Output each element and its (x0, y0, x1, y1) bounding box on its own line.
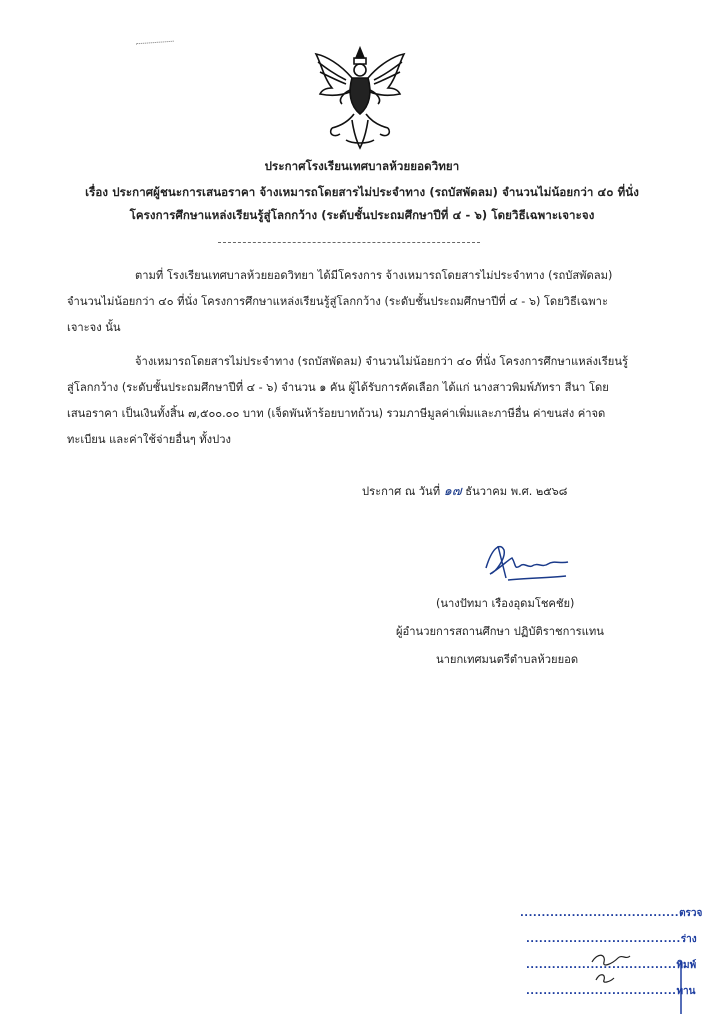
garuda-emblem-icon (312, 44, 408, 152)
date-suffix: ธันวาคม พ.ศ. ๒๕๖๘ (465, 485, 568, 498)
document-title: ประกาศโรงเรียนเทศบาลห้วยยอดวิทยา (264, 159, 460, 173)
paragraph-2-line-3: เสนอราคา เป็นเงินทั้งสิ้น ๗,๕๐๐.๐๐ บาท (เจ็ดพันห้าร้อยบาทถ้วน) รวมภาษีมูลค่าเพิ่มและภาษีอื่น ค่าขนส่ง ค่าจด (67, 407, 606, 420)
subject-line-2: โครงการศึกษาแหล่งเรียนรู้สู่โลกกว้าง (ระดับชั้นประถมศึกษาปีที่ ๔ - ๖) โดยวิธีเฉพาะเจาะจง (129, 208, 595, 222)
stamp-row-draft: ....................................ร่าง (526, 934, 697, 945)
paragraph-1-line-2: จำนวนไม่น้อยกว่า ๔๐ ที่นั่ง โครงการศึกษาแหล่งเรียนรู้สู่โลกกว้าง (ระดับชั้นประถมศึกษาปีที่ ๔ - ๖) โดยวิธีเฉพาะ (67, 295, 608, 308)
paragraph-1-line-1: ตามที่ โรงเรียนเทศบาลห้วยยอดวิทยา ได้มีโครงการ จ้างเหมารถโดยสารไม่ประจำทาง (รถบัสพัดลม) (135, 269, 613, 282)
stamp-row-type: ...................................พิมพ์ (526, 960, 697, 971)
signature-mark (478, 538, 574, 584)
scan-mark (136, 41, 175, 53)
stamp-row-proof: ...................................ทาน (526, 986, 696, 997)
handwritten-day: ๑๗ (443, 484, 462, 499)
initials-mark (586, 944, 636, 988)
paragraph-2-line-2: สู่โลกกว้าง (ระดับชั้นประถมศึกษาปีที่ ๔ - ๖) จำนวน ๑ คัน ผู้ได้รับการคัดเลือก ได้แก่ นางสาวพิมพ์ภัทรา สีนา โดย (67, 381, 609, 394)
stamp-row-check: .....................................ตรวจ (520, 908, 703, 919)
paragraph-1-line-3: เจาะจง นั้น (67, 321, 121, 334)
control-stamp (508, 898, 708, 1018)
announcement-date (362, 480, 567, 501)
signatory-position-2: นายกเทศมนตรีตำบลห้วยยอด (436, 653, 579, 666)
date-prefix: ประกาศ ณ วันที่ (362, 485, 441, 498)
paragraph-2-line-1: จ้างเหมารถโดยสารไม่ประจำทาง (รถบัสพัดลม) จำนวนไม่น้อยกว่า ๔๐ ที่นั่ง โครงการศึกษาแหล่งเรียนรู้ (135, 355, 629, 368)
signatory-name: (นางปัทมา เรืองอุดมโชคชัย) (436, 597, 575, 610)
signatory-position-1: ผู้อำนวยการสถานศึกษา ปฏิบัติราชการแทน (396, 625, 604, 638)
divider (218, 242, 480, 243)
stamp-edge-mark (676, 960, 686, 1016)
subject-line-1: เรื่อง ประกาศผู้ชนะการเสนอราคา จ้างเหมารถโดยสารไม่ประจำทาง (รถบัสพัดลม) จำนวนไม่น้อยกว่า ๔๐ ที่นั่ง (85, 185, 639, 199)
paragraph-2-line-4: ทะเบียน และค่าใช้จ่ายอื่นๆ ทั้งปวง (67, 433, 231, 446)
